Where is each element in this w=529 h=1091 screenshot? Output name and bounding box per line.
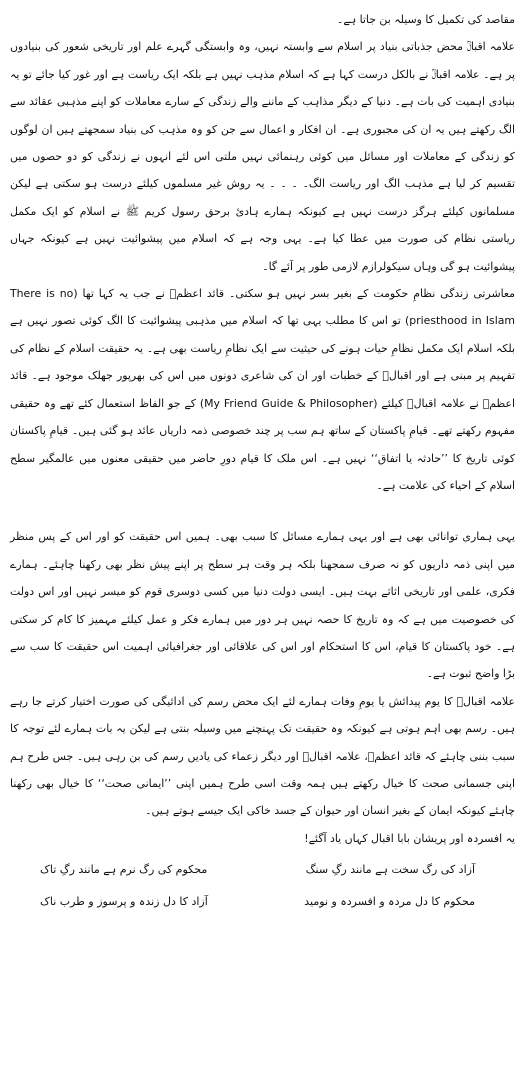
paragraph-iqbal-islam-state: علامہ اقبالؒ محض جذباتی بنیاد پر اسلام سے وابستہ نہیں، وہ وابستگی گہرے علم اور تاریخی شعور کی بنیادوں پر ہے۔ علامہ اقبالؒ نے بالکل درست کہا ہے کہ اسلام مذہب نہیں ہے بلکہ ایک ریاست ہے اور غور کیا جائے تو یہ بنیادی اہمیت کی بات ہے۔ دنیا کے دیگر مذاہب کے ماننے والے زندگی کے سارے معاملات کو اپنے مذہبی عقائد سے الگ رکھتے ہیں یہ ان کی مجبوری ہے۔ ان افکار و اعمال سے جن کو وہ مذہب کی بنیاد سمجھتے ہیں ان لوگوں کو زندگی کے معاملات اور مسائل میں کوئی رہنمائی نہیں ملتی اس لئے انہوں نے زندگی کو دو حصوں میں تقسیم کر لیا ہے مذہب الگ اور ریاست الگ۔ ۔ ۔ ۔ یہ روش غیر مسلموں کیلئے درست ہو سکتی ہے لیکن مسلمانوں کیلئے ہرگز درست نہیں ہے کیونکہ ہمارے ہادیٔ برحق رسول کریم ﷺ نے اسلام کو ایک مکمل ریاستی نظام کی صورت میں عطا کیا ہے۔ یہی وجہ ہے کہ اسلام میں پیشوائیت نہیں ہے کیونکہ جہاں پیشوائیت ہو گی وہاں سیکولرازم لازمی طور پر آئے گا۔ [10, 40, 515, 273]
paragraph-iqbal-day: علامہ اقبالؒ کا یوم پیدائش یا یومِ وفات ہمارے لئے ایک محض رسم کی ادائیگی کی صورت اختیار کرتے جا رہے ہیں۔ رسم بھی اہم ہوتی ہے کیونکہ وہ حقیقت تک پہنچنے میں وسیلہ بنتی ہے لیکن یہ بات ہمارے لئے توجہ کا سبب بننی چاہئے کہ قائد اعظمؒ، علامہ اقبالؒ اور دیگر زعماء کی یادیں رسم کی بن رہی ہیں۔ جس طرح ہم اپنی جسمانی صحت کا خیال رکھتے ہیں ہمہ وقت اسی طرح ہمیں اپنی ’’ایمانی صحت‘‘ کا خیال بھی رکھنا چاہئے کیونکہ ایمان کے بغیر انسان اور حیوان کے جسد خاکی ایک جیسے ہوتے ہیں۔ [10, 694, 515, 818]
paragraph-intro-tail: مقاصد کی تکمیل کا وسیلہ بن جاتا ہے۔ [336, 13, 515, 26]
couplet-right-line: آزاد کی رگ سخت ہے مانند رگِ سنگ [305, 863, 475, 877]
couplet-right-line: محکوم کا دل مردہ و افسردہ و نومید [304, 895, 475, 909]
paragraph-quaid-priesthood: معاشرتی زندگی نظامِ حکومت کے بغیر بسر نہیں ہو سکتی۔ قائد اعظمؒ نے جب یہ کہا تھا (There is no priesthood in Islam) تو اس کا مطلب یہی تھا کہ اسلام میں مذہبی پیشوائیت کا الگ کوئی تصور نہیں ہے بلکہ اسلام ایک مکمل نظامِ حیات ہونے کی حیثیت سے ایک نظامِ ریاست بھی ہے۔ یہ حقیقت اسلام کے نظام کی تفہیم پر مبنی ہے اور اقبالؒ کے خطبات اور ان کی شاعری دونوں میں اس کی بھرپور جھلک موجود ہے۔ قائد اعظمؒ نے علامہ اقبالؒ کیلئے (My Friend Guide & Philosopher) کے جو الفاظ استعمال کئے تھے وہ حقیقی مفہوم رکھتے تھے۔ قیامِ پاکستان کے ساتھ ہم سب پر چند خصوصی ذمہ داریاں عائد ہو گئی ہیں۔ قیامِ پاکستان کوئی تاریخ کا ’’حادثہ یا اتفاق‘‘ نہیں ہے۔ اس ملک کا قیام دورِ حاضر میں حقیقی معنوں میں عالمگیر سطح اسلام کے احیاء کی علامت ہے۔ [10, 287, 516, 492]
couplet-row [10, 886, 515, 918]
couplet-left-line: محکوم کی رگ نرم ہے مانند رگِ تاک [40, 863, 208, 877]
poetry-couplets [10, 854, 515, 918]
paragraph-our-strength: یہی ہماری توانائی بھی ہے اور یہی ہمارے مسائل کا سبب بھی۔ ہمیں اس حقیقت کو اور اس کے پس منظر میں اپنی ذمہ داریوں کو نہ صرف سمجھنا بلکہ ہر وقت ہر سطح پر اپنے پیش نظر بھی رکھنا چاہئے۔ ہمارے فکری، علمی اور تاریخی اثاثے بہت ہیں۔ ایسی دولت دنیا میں کسی دوسری قوم کو میسر نہیں اور اس دولت کی خصوصیت میں ہے کہ وہ تاریخ کا حصہ نہیں ہر دور میں ہمارے فکر و عمل کیلئے مہمیز کا کام کر سکتی ہے۔ خود پاکستان کا قیام، اس کا استحکام اور اس کی علاقائی اور جغرافیائی اہمیت اس حقیقت کا سب سے بڑا واضح ثبوت ہے۔ [10, 530, 515, 681]
couplet-row [10, 854, 515, 886]
couplet-left-line: آزاد کا دل زندہ و پرسوز و طرب ناک [40, 895, 208, 909]
paragraph-closing-line: یہ افسردہ اور پریشان بابا اقبال کہاں یاد آگئے! [304, 831, 515, 845]
